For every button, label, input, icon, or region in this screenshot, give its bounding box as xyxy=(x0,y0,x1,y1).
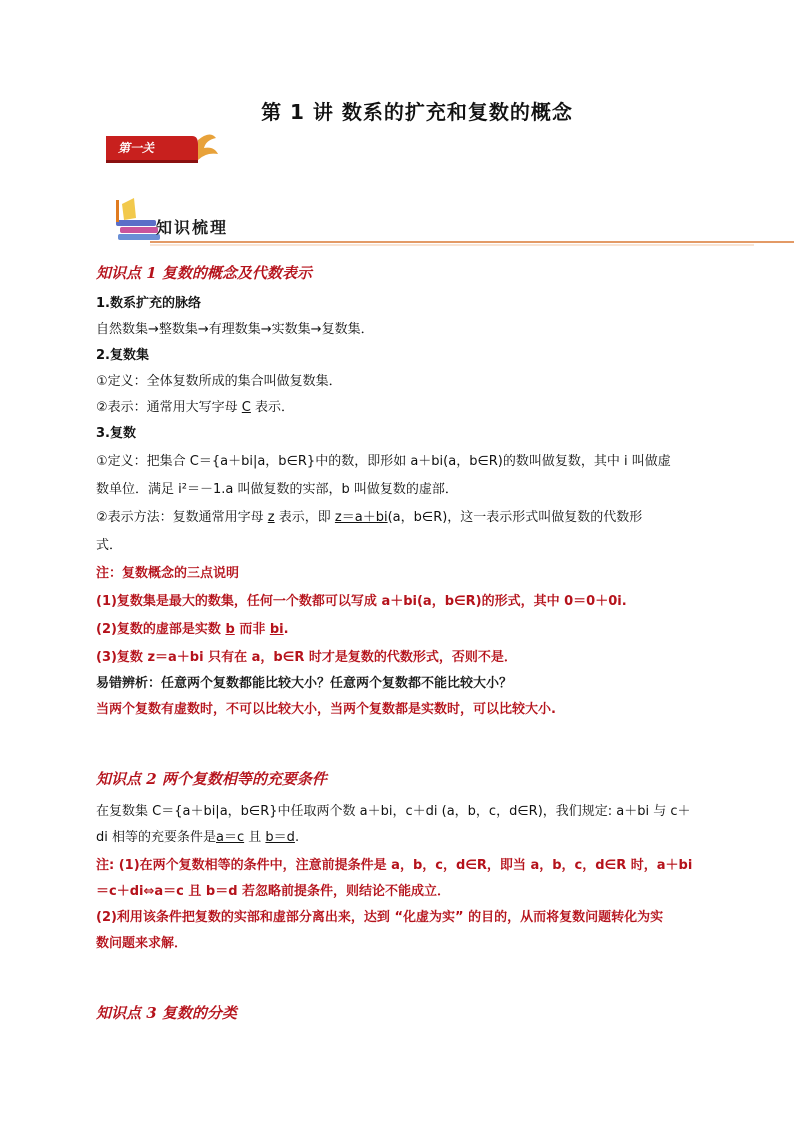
kp1-note-2d: bi xyxy=(269,622,284,637)
kp1-s3-rep-1 xyxy=(96,508,642,528)
chapter-banner xyxy=(106,130,221,166)
section-header xyxy=(114,194,794,250)
kp1-s3-rep-1c: 表示，即 xyxy=(278,510,331,525)
kp1-s2-title: 2.复数集 xyxy=(96,348,149,363)
kp1-s2-rep-b: C xyxy=(241,400,251,415)
kp1-note-2 xyxy=(96,620,289,640)
kp1-s3-title: 3.复数 xyxy=(96,426,136,441)
section-header-label: 知识梳理 xyxy=(156,218,229,237)
kp2-note-3: (2)利用该条件把复数的实部和虚部分离出来，达到 “化虚为实” 的目的，从而将复数问题转化为实 xyxy=(96,910,664,925)
kp1-mistake-question: 易错辨析：任意两个复数都能比较大小？任意两个复数都不能比较大小？ xyxy=(96,676,513,691)
kp1-s2-def: ①定义：全体复数所成的集合叫做复数集． xyxy=(96,374,342,389)
kp1-s3-rep-2: 式． xyxy=(96,538,123,553)
kp1-note-2b: b xyxy=(225,622,235,637)
kp2-body-2b: a＝c xyxy=(216,830,245,845)
kp1-s2-rep xyxy=(96,398,294,418)
kp1-s2-rep-c: 表示． xyxy=(255,400,295,415)
kp2-note-2: ＝c＋di⇔a＝c 且 b＝d 若忽略前提条件，则结论不能成立． xyxy=(96,884,451,899)
page-title: 第 1 讲 数系的扩充和复数的概念 xyxy=(261,100,573,124)
kp1-note-2c: 而非 xyxy=(239,622,266,637)
kp2-body-2d: b＝d xyxy=(265,830,295,845)
kp1-mistake-answer: 当两个复数有虚数时，不可以比较大小，当两个复数都是实数时，可以比较大小. xyxy=(96,702,556,717)
kp3-heading: 知识点 3 复数的分类 xyxy=(96,1004,237,1022)
banner-label: 第一关 xyxy=(118,141,155,155)
kp2-body-2e: . xyxy=(294,830,300,845)
kp2-body-2c: 且 xyxy=(248,830,262,845)
kp1-note-2a: (2)复数的虚部是实数 xyxy=(96,622,221,637)
kp1-s3-def-2: 数单位．满足 i²＝－1.a 叫做复数的实部，b 叫做复数的虚部． xyxy=(96,482,458,497)
kp1-s3-def-1: ①定义：把集合 C＝{a＋bi|a，b∈R}中的数，即形如 a＋bi(a，b∈R)的数叫做复数，其中 i 叫做虚 xyxy=(96,454,671,469)
kp1-note-2e: . xyxy=(283,622,289,637)
kp1-heading: 知识点 1 复数的概念及代数表示 xyxy=(96,264,312,282)
kp2-body-1: 在复数集 C＝{a＋bi|a，b∈R}中任取两个数 a＋bi，c＋di (a，b，c，d∈R)，我们规定: a＋bi 与 c＋ xyxy=(96,804,691,819)
kp1-s1-body: 自然数集→整数集→有理数集→实数集→复数集． xyxy=(96,322,374,337)
kp2-body-2a: di 相等的充要条件是 xyxy=(96,830,216,845)
kp1-s3-rep-1b: z xyxy=(267,510,275,525)
kp1-s2-rep-a: ②表示：通常用大写字母 xyxy=(96,400,238,415)
kp2-heading: 知识点 2 两个复数相等的充要条件 xyxy=(96,770,327,788)
kp2-body-2 xyxy=(96,828,299,848)
kp1-s1-title: 1.数系扩充的脉络 xyxy=(96,296,201,311)
kp1-s3-rep-1d: z＝a＋bi xyxy=(334,510,388,525)
kp1-note-3: (3)复数 z＝a＋bi 只有在 a，b∈R 时才是复数的代数形式，否则不是． xyxy=(96,650,517,665)
kp2-note-1: 注: (1)在两个复数相等的条件中，注意前提条件是 a，b，c，d∈R，即当 a，b，c，d∈R 时，a＋bi xyxy=(96,858,693,873)
kp1-s3-rep-1a: ②表示方法：复数通常用字母 xyxy=(96,510,264,525)
kp1-note-title: 注：复数概念的三点说明 xyxy=(96,566,240,581)
kp1-note-1: (1)复数集是最大的数集，任何一个数都可以写成 a＋bi(a，b∈R)的形式，其中 0＝0＋0i. xyxy=(96,594,627,609)
kp2-note-4: 数问题来求解． xyxy=(96,936,188,951)
kp1-s3-rep-1e: (a，b∈R)，这一表示形式叫做复数的代数形 xyxy=(387,510,643,525)
